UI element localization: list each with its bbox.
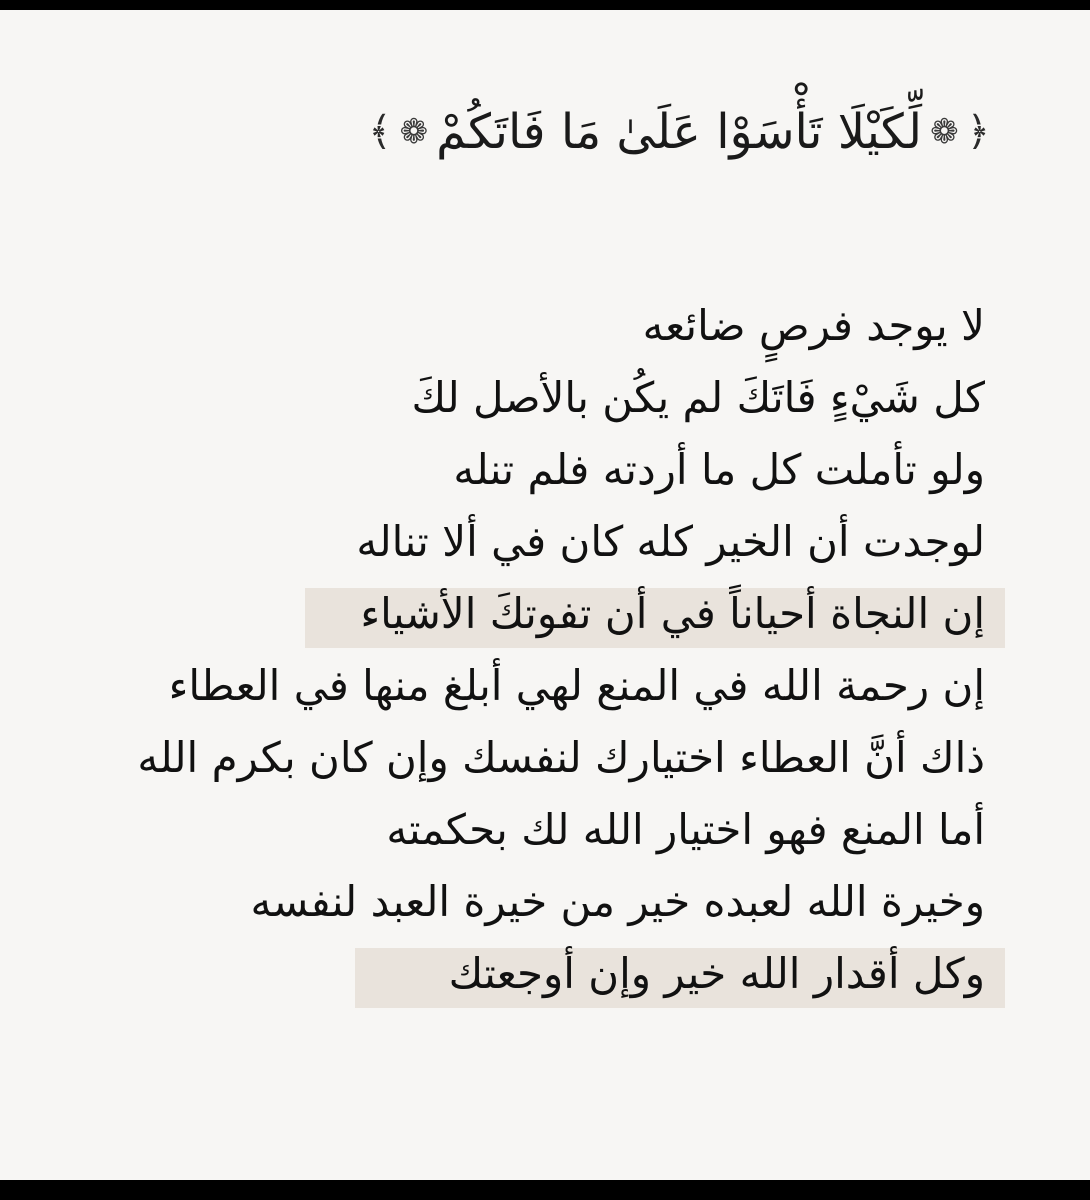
text-body bbox=[125, 290, 985, 1010]
open-bracket: ﴿ bbox=[966, 109, 990, 155]
flower-ornament-icon: ❁ bbox=[930, 112, 959, 152]
document-page bbox=[0, 10, 1090, 1180]
text-line: أما المنع فهو اختيار الله لك بحكمته bbox=[386, 805, 985, 854]
ayah-heading bbox=[368, 104, 990, 160]
text-line: إن رحمة الله في المنع لهي أبلغ منها في العطاء bbox=[168, 661, 985, 710]
highlighted-text-line: وكل أقدار الله خير وإن أوجعتك bbox=[125, 938, 985, 1010]
text-line: لوجدت أن الخير كله كان في ألا تناله bbox=[356, 517, 985, 566]
text-line: ولو تأملت كل ما أردته فلم تنله bbox=[453, 445, 985, 494]
text-line: كل شَيْءٍ فَاتَكَ لم يكُن بالأصل لكَ bbox=[411, 373, 985, 422]
highlighted-text-line: إن النجاة أحياناً في أن تفوتكَ الأشياء bbox=[125, 578, 985, 650]
ayah-text: لِّكَيْلَا تَأْسَوْا عَلَىٰ مَا فَاتَكُمْ bbox=[436, 104, 923, 160]
text-line: لا يوجد فرصٍ ضائعه bbox=[642, 301, 985, 350]
close-bracket: ﴾ bbox=[368, 109, 392, 155]
text-line: ذاك أنَّ العطاء اختيارك لنفسك وإن كان بكرم الله bbox=[137, 733, 985, 782]
text-line: وخيرة الله لعبده خير من خيرة العبد لنفسه bbox=[250, 877, 985, 926]
flower-ornament-icon: ❁ bbox=[399, 112, 429, 152]
